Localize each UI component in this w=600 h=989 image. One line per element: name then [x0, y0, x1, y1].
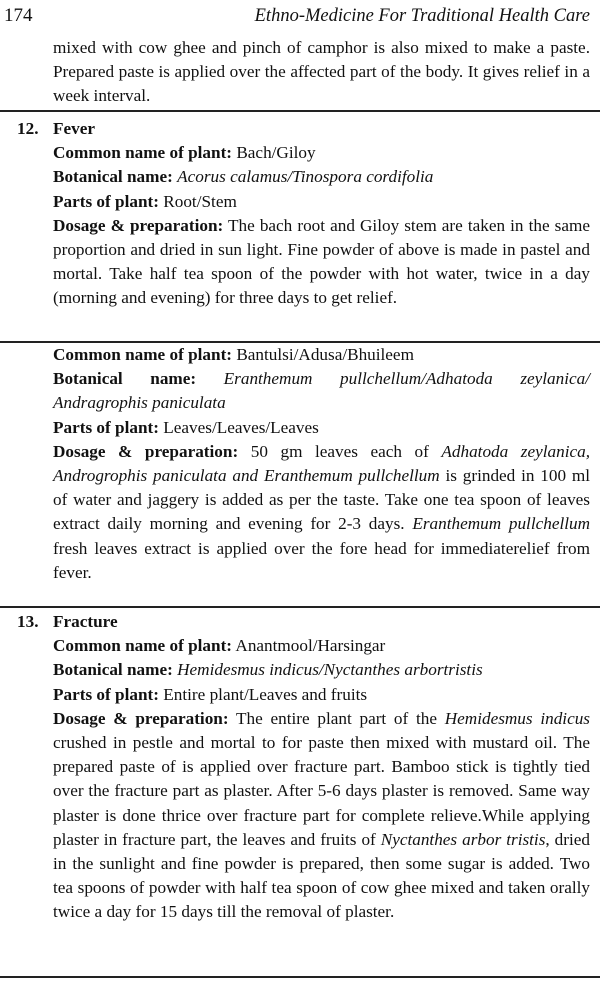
- common-name-value: Anantmool/Harsingar: [235, 636, 386, 656]
- section-divider: [0, 606, 600, 608]
- parts-line: Parts of plant: Root/Stem: [53, 191, 237, 211]
- botanical-name-value: Hemidesmus indicus/Nyctanthes arbortristis: [177, 660, 483, 680]
- section-title: Fracture: [53, 612, 118, 631]
- botanical-name-line: Botanical name: Hemidesmus indicus/Nyctanthes arbortristis: [53, 660, 483, 680]
- dosage-line: Dosage & preparation: The entire plant part of the Hemidesmus indicus crushed in pestle and mortal to for paste then mixed with mustard oil. The prepared paste of is applied over fracture part. Bamboo stick is tightly tied over the fracture part as plaster. After 5-6 days plaster is removed. Same way plaster is done thrice over fracture part for complete relieve.While applying plaster in fracture part, the leaves and fruits of Nyctanthes arbor tristis, dried in the sunlight and fine powder is prepared, then some sugar is added. Two tea spoons of powder with half tea spoon of cow ghee mixed and taken orally twice a day for 15 days till the removal of plaster.: [53, 708, 590, 922]
- section-fracture-entry-1: [53, 610, 590, 925]
- dosage-line: Dosage & preparation: 50 gm leaves each of Adhatoda zeylanica, Androgrophis paniculata and Eranthemum pullchellum is grinded in 100 ml of water and jaggery is added as per the taste. Take one tea spoon of leaves extract daily morning and evening for 2-3 days. Eranthemum pullchellum fresh leaves extract is applied over the fore head for immediaterelief from fever.: [53, 441, 591, 582]
- botanical-name-line: Botanical name: Eranthemum pullchellum/Adhatoda zeylanica/ Andragrophis paniculata: [53, 369, 591, 413]
- botanical-name-value: Eranthemum pullchellum/Adhatoda zeylanica/ Andragrophis paniculata: [53, 369, 591, 413]
- bottom-rule: [0, 976, 600, 978]
- botanical-name-value: Acorus calamus/Tinospora cordifolia: [177, 167, 434, 187]
- section-number: 12.: [17, 119, 39, 138]
- dosage-line: Dosage & preparation: The bach root and Giloy stem are taken in the same proportion and dried in sun light. Fine powder of above is made in pastel and mortal. Take half tea spoon of the powder with hot water, twice in a day (morning and evening) for three days to get relief.: [53, 215, 590, 308]
- common-name-line: Common name of plant: Bantulsi/Adusa/Bhuileem: [53, 345, 414, 364]
- section-divider: [0, 110, 600, 112]
- common-name-line: Common name of plant: Anantmool/Harsingar: [53, 636, 386, 656]
- parts-line: Parts of plant: Leaves/Leaves/Leaves: [53, 417, 319, 437]
- running-title: Ethno-Medicine For Traditional Health Care: [254, 6, 590, 26]
- intro-text: mixed with cow ghee and pinch of camphor is also mixed to make a paste. Prepared paste is applied over the affected part of the body. It gives relief in a week interval.: [53, 38, 590, 106]
- common-name-value: Bach/Giloy: [236, 143, 316, 163]
- section-fever-entry-1: [53, 117, 590, 311]
- section-fever-entry-2: [53, 343, 590, 585]
- section-title: Fever: [53, 119, 95, 138]
- parts-value: Leaves/Leaves/Leaves: [163, 417, 319, 437]
- page-header: [0, 4, 600, 30]
- parts-value: Entire plant/Leaves and fruits: [163, 684, 368, 704]
- section-number: 13.: [17, 612, 39, 631]
- botanical-name-line: Botanical name: Acorus calamus/Tinospora cordifolia: [53, 167, 434, 187]
- dosage-value: The bach root and Giloy stem are taken in the same proportion and dried in sun light. Fine powder of above is made in pastel and mortal. Take half tea spoon of the powder with hot water, twice in a day (morning and evening) for three days to get relief.: [53, 215, 590, 308]
- intro-paragraph: [53, 36, 590, 109]
- common-name-line: Common name of plant: Bach/Giloy: [53, 143, 316, 163]
- parts-value: Root/Stem: [163, 191, 237, 211]
- common-name-value: Bantulsi/Adusa/Bhuileem: [236, 345, 414, 364]
- page-number: 174: [4, 5, 33, 26]
- parts-line: Parts of plant: Entire plant/Leaves and fruits: [53, 684, 368, 704]
